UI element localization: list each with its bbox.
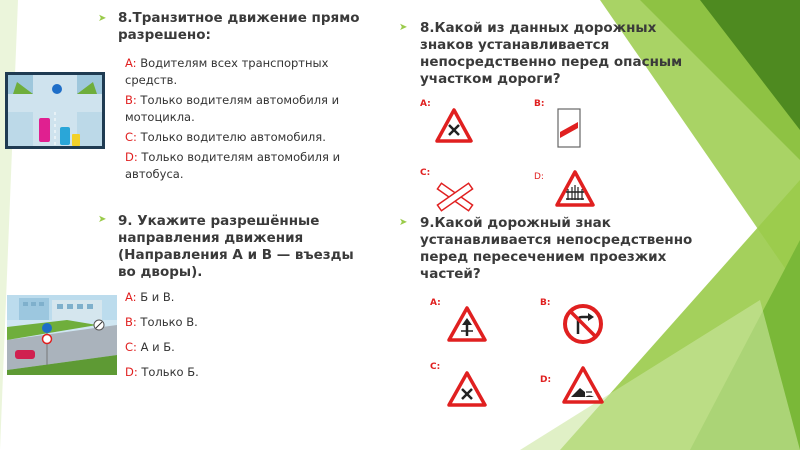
intersection-warning-sign-icon[interactable]: [435, 108, 473, 144]
bullet-arrow-icon: ➤: [399, 22, 408, 33]
bullet-arrow-icon: ➤: [399, 217, 408, 228]
option-text: Только В.: [140, 315, 198, 329]
intersection-illustration: [5, 72, 105, 149]
q9-right-label-a: A:: [430, 298, 441, 308]
option-text: Только водителю автомобиля.: [140, 130, 326, 144]
q8-right-label-c: C:: [420, 168, 431, 178]
railway-crossing-cross-icon[interactable]: [435, 182, 475, 212]
option-letter: A:: [125, 56, 137, 70]
q9-right-label-d: D:: [540, 375, 552, 385]
railway-crossing-with-barrier-sign-icon[interactable]: [555, 170, 595, 208]
q8-left-option-c: [125, 129, 365, 146]
q9-left-option-b: [125, 314, 325, 331]
embankment-departure-sign-icon[interactable]: [562, 366, 604, 405]
option-text: Только водителям автомобиля и автобуса.: [125, 150, 341, 181]
q9-left-option-d: [125, 364, 325, 381]
option-letter: A:: [125, 290, 137, 304]
q9-left-option-c: [125, 339, 325, 356]
q9-left-title: 9. Укажите разрешённые направления движения (Направления А и В — въезды во дворы).: [118, 213, 354, 280]
q8-right-title: 8.Какой из данных дорожных знаков устанавливается непосредственно перед опасным участком дороги?: [420, 20, 683, 87]
q9-right-label-c: C:: [430, 362, 441, 372]
q8-left-option-d: [125, 149, 365, 183]
option-letter: C:: [125, 340, 137, 354]
railway-approach-sign-icon[interactable]: [557, 108, 581, 148]
q8-right-label-b: B:: [534, 99, 545, 109]
q8-right-label-d: D:: [534, 172, 544, 182]
bullet-arrow-icon: ➤: [98, 214, 107, 225]
no-right-turn-sign-icon[interactable]: [562, 303, 604, 345]
q8-left-option-a: [125, 55, 365, 89]
q8-left-title: 8.Транзитное движение прямо разрешено:: [118, 10, 360, 43]
bullet-arrow-icon: ➤: [98, 13, 107, 24]
option-text: А и Б.: [140, 340, 175, 354]
option-text: Только Б.: [141, 365, 199, 379]
intersection-warning-sign-icon[interactable]: [447, 371, 487, 408]
option-letter: D:: [125, 150, 138, 164]
q8-right-label-a: A:: [420, 99, 431, 109]
option-text: Только водителям автомобиля и мотоцикла.: [125, 93, 340, 124]
main-road-intersection-sign-icon[interactable]: [447, 306, 487, 343]
bg-left-strip: [0, 0, 18, 450]
option-letter: C:: [125, 130, 137, 144]
option-letter: B:: [125, 315, 137, 329]
q9-right-title: 9.Какой дорожный знак устанавливается непосредственно перед пересечением проезжих частей?: [420, 215, 693, 282]
q9-right-label-b: B:: [540, 298, 551, 308]
q9-left-option-a: [125, 289, 325, 306]
option-letter: D:: [125, 365, 138, 379]
street-illustration: [7, 295, 117, 375]
q8-left-option-b: [125, 92, 365, 126]
option-text: Водителям всех транспортных средств.: [125, 56, 329, 87]
option-letter: B:: [125, 93, 137, 107]
option-text: Б и В.: [140, 290, 175, 304]
